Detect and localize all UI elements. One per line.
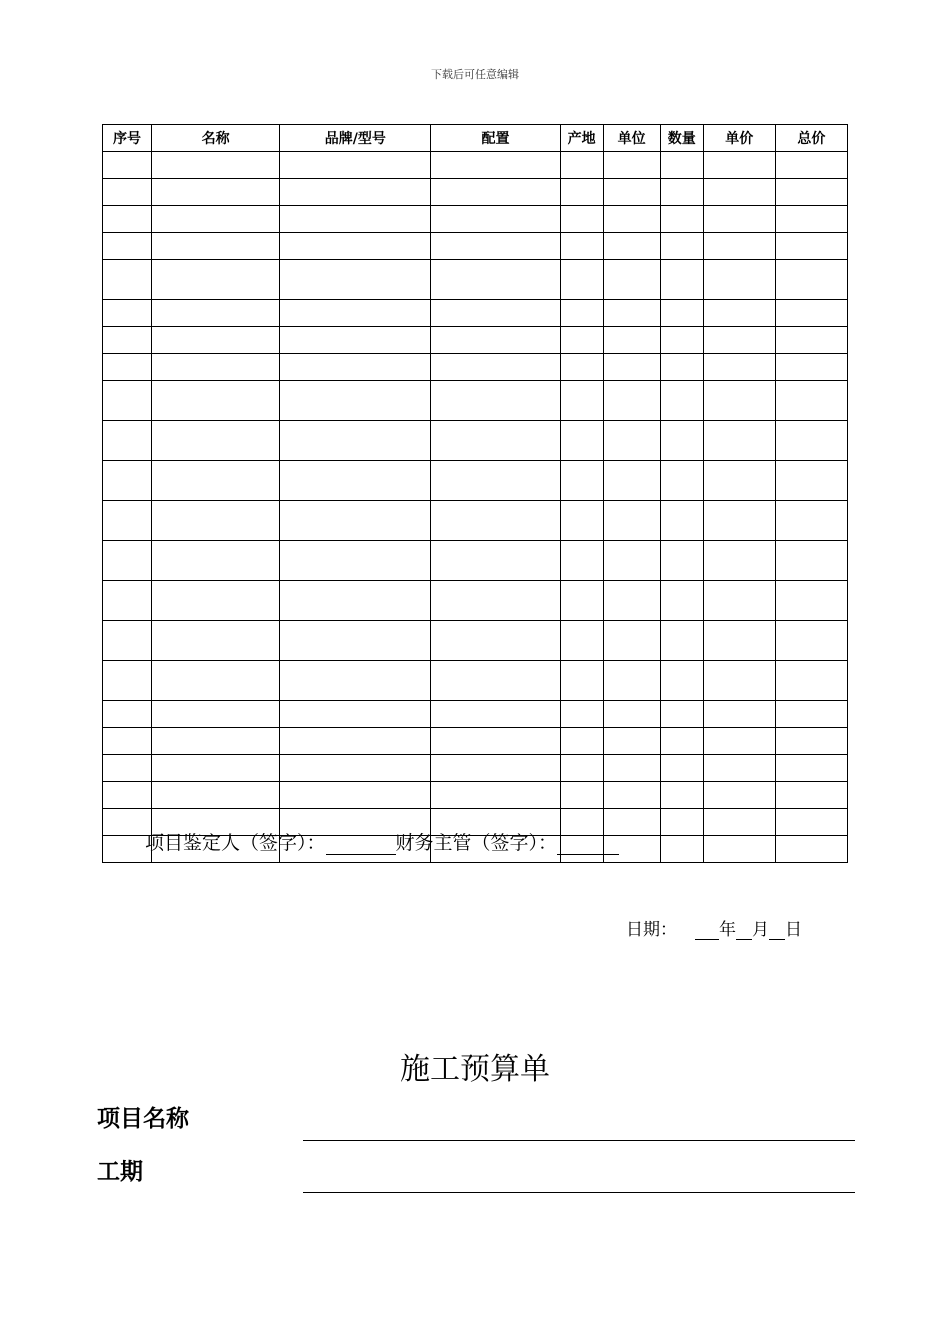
table-cell[interactable] (660, 782, 703, 809)
column-header-index: 序号 (103, 125, 152, 152)
table-cell[interactable] (431, 661, 560, 701)
table-row (103, 152, 848, 179)
table-cell[interactable] (703, 755, 775, 782)
table-row (103, 260, 848, 300)
table-cell[interactable] (703, 621, 775, 661)
table-cell[interactable] (775, 701, 847, 728)
table-cell[interactable] (660, 354, 703, 381)
table-cell[interactable] (775, 206, 847, 233)
table-cell[interactable] (660, 621, 703, 661)
table-row (103, 755, 848, 782)
table-cell[interactable] (660, 381, 703, 421)
table-cell[interactable] (152, 461, 280, 501)
table-cell[interactable] (660, 260, 703, 300)
table-cell[interactable] (775, 621, 847, 661)
table-cell[interactable] (703, 501, 775, 541)
budget-table (102, 124, 848, 863)
table-cell[interactable] (431, 260, 560, 300)
table-cell[interactable] (660, 461, 703, 501)
table-cell[interactable] (660, 300, 703, 327)
table-cell[interactable] (152, 755, 280, 782)
table-cell[interactable] (280, 260, 431, 300)
table-cell[interactable] (560, 381, 603, 421)
table-cell[interactable] (660, 581, 703, 621)
table-row (103, 327, 848, 354)
table-cell[interactable] (152, 354, 280, 381)
table-cell[interactable] (775, 836, 847, 863)
table-cell[interactable] (603, 755, 660, 782)
table-cell[interactable] (560, 354, 603, 381)
table-cell[interactable] (660, 421, 703, 461)
table-cell[interactable] (560, 755, 603, 782)
signature-line (145, 828, 619, 855)
table-cell[interactable] (775, 233, 847, 260)
table-cell[interactable] (603, 461, 660, 501)
table-row (103, 461, 848, 501)
table-cell[interactable] (775, 755, 847, 782)
table-cell[interactable] (103, 421, 152, 461)
table-cell[interactable] (703, 300, 775, 327)
table-cell[interactable] (660, 179, 703, 206)
table-cell[interactable] (703, 206, 775, 233)
table-cell[interactable] (660, 327, 703, 354)
table-cell[interactable] (280, 755, 431, 782)
table-cell[interactable] (431, 755, 560, 782)
table-cell[interactable] (152, 782, 280, 809)
table-cell[interactable] (560, 782, 603, 809)
date-line (626, 915, 802, 940)
table-cell[interactable] (660, 701, 703, 728)
table-cell[interactable] (280, 501, 431, 541)
table-cell[interactable] (660, 152, 703, 179)
table-cell[interactable] (431, 461, 560, 501)
table-cell[interactable] (603, 501, 660, 541)
table-cell[interactable] (431, 233, 560, 260)
table-cell[interactable] (603, 327, 660, 354)
table-cell[interactable] (660, 809, 703, 836)
table-cell[interactable] (703, 701, 775, 728)
table-cell[interactable] (431, 541, 560, 581)
table-cell[interactable] (103, 701, 152, 728)
table-cell[interactable] (152, 206, 280, 233)
table-row (103, 621, 848, 661)
table-cell[interactable] (280, 300, 431, 327)
table-cell[interactable] (775, 809, 847, 836)
table-cell[interactable] (152, 421, 280, 461)
table-cell[interactable] (603, 179, 660, 206)
table-cell[interactable] (703, 327, 775, 354)
day-label: 日 (785, 920, 802, 940)
table-row (103, 501, 848, 541)
finance-signature-blank[interactable] (557, 834, 619, 855)
table-cell[interactable] (603, 701, 660, 728)
column-header-unit-price: 单价 (703, 125, 775, 152)
table-header-row (103, 125, 848, 152)
period-line[interactable] (303, 1192, 855, 1193)
table-cell[interactable] (431, 152, 560, 179)
table-cell[interactable] (152, 260, 280, 300)
table-cell[interactable] (560, 541, 603, 581)
column-header-name: 名称 (152, 125, 280, 152)
table-cell[interactable] (103, 621, 152, 661)
table-cell[interactable] (703, 461, 775, 501)
table-row (103, 300, 848, 327)
table-cell[interactable] (431, 327, 560, 354)
table-cell[interactable] (103, 381, 152, 421)
finance-signature-label: 财务主管（签字）： (395, 832, 558, 854)
table-cell[interactable] (280, 541, 431, 581)
table-cell[interactable] (560, 179, 603, 206)
table-cell[interactable] (560, 152, 603, 179)
table-cell[interactable] (103, 461, 152, 501)
table-cell[interactable] (431, 581, 560, 621)
table-cell[interactable] (280, 701, 431, 728)
table-cell[interactable] (103, 782, 152, 809)
table-cell[interactable] (703, 541, 775, 581)
table-cell[interactable] (280, 381, 431, 421)
table-cell[interactable] (775, 782, 847, 809)
table-cell[interactable] (603, 782, 660, 809)
table-cell[interactable] (431, 501, 560, 541)
table-cell[interactable] (103, 233, 152, 260)
table-cell[interactable] (431, 621, 560, 661)
table-cell[interactable] (775, 152, 847, 179)
column-header-quantity: 数量 (660, 125, 703, 152)
table-cell[interactable] (152, 179, 280, 206)
table-cell[interactable] (660, 206, 703, 233)
table-cell[interactable] (560, 233, 603, 260)
table-cell[interactable] (103, 206, 152, 233)
table-cell[interactable] (560, 581, 603, 621)
column-header-total-price: 总价 (775, 125, 847, 152)
table-cell[interactable] (280, 179, 431, 206)
column-header-origin: 产地 (560, 125, 603, 152)
year-blank[interactable] (695, 919, 719, 940)
table-cell[interactable] (703, 260, 775, 300)
table-cell[interactable] (560, 206, 603, 233)
table-cell[interactable] (560, 501, 603, 541)
table-cell[interactable] (280, 728, 431, 755)
table-cell[interactable] (152, 581, 280, 621)
table-cell[interactable] (703, 381, 775, 421)
table-cell[interactable] (560, 661, 603, 701)
table-cell[interactable] (280, 233, 431, 260)
table-cell[interactable] (152, 233, 280, 260)
table-body (103, 152, 848, 863)
table-cell[interactable] (603, 260, 660, 300)
table-cell[interactable] (703, 152, 775, 179)
table-cell[interactable] (703, 581, 775, 621)
table-row (103, 782, 848, 809)
table-cell[interactable] (703, 421, 775, 461)
table-cell[interactable] (775, 260, 847, 300)
table-row (103, 381, 848, 421)
table-cell[interactable] (431, 381, 560, 421)
table-cell[interactable] (775, 728, 847, 755)
table-row (103, 421, 848, 461)
form-title: 施工预算单 (400, 1052, 550, 1087)
table-cell[interactable] (775, 501, 847, 541)
table-cell[interactable] (703, 661, 775, 701)
table-cell[interactable] (431, 701, 560, 728)
table-cell[interactable] (152, 701, 280, 728)
table-cell[interactable] (703, 179, 775, 206)
table-cell[interactable] (431, 782, 560, 809)
table-cell[interactable] (775, 461, 847, 501)
table-cell[interactable] (103, 581, 152, 621)
table-cell[interactable] (152, 728, 280, 755)
table-cell[interactable] (103, 501, 152, 541)
table-cell[interactable] (603, 300, 660, 327)
table-cell[interactable] (660, 233, 703, 260)
table-cell[interactable] (703, 836, 775, 863)
table-row (103, 206, 848, 233)
table-cell[interactable] (775, 421, 847, 461)
table-row (103, 354, 848, 381)
table-cell[interactable] (431, 179, 560, 206)
table-cell[interactable] (603, 621, 660, 661)
table-cell[interactable] (103, 728, 152, 755)
table-row (103, 661, 848, 701)
table-cell[interactable] (703, 728, 775, 755)
column-header-unit: 单位 (603, 125, 660, 152)
table-cell[interactable] (103, 661, 152, 701)
table-cell[interactable] (152, 541, 280, 581)
table-cell[interactable] (280, 152, 431, 179)
table-cell[interactable] (560, 300, 603, 327)
table-cell[interactable] (775, 179, 847, 206)
table-cell[interactable] (660, 755, 703, 782)
table-cell[interactable] (280, 421, 431, 461)
table-cell[interactable] (603, 421, 660, 461)
table-cell[interactable] (431, 728, 560, 755)
table-cell[interactable] (152, 300, 280, 327)
table-cell[interactable] (431, 421, 560, 461)
table-cell[interactable] (431, 354, 560, 381)
table-cell[interactable] (775, 381, 847, 421)
table-cell[interactable] (660, 661, 703, 701)
table-cell[interactable] (103, 152, 152, 179)
year-label: 年 (719, 920, 736, 940)
table-cell[interactable] (280, 461, 431, 501)
table-cell[interactable] (703, 233, 775, 260)
table-cell[interactable] (603, 581, 660, 621)
column-header-brand-model: 品牌/型号 (280, 125, 431, 152)
table-cell[interactable] (560, 461, 603, 501)
table-cell[interactable] (280, 327, 431, 354)
table-cell[interactable] (775, 300, 847, 327)
table-cell[interactable] (660, 836, 703, 863)
table-cell[interactable] (703, 354, 775, 381)
table-cell[interactable] (152, 152, 280, 179)
table-cell[interactable] (280, 621, 431, 661)
column-header-configuration: 配置 (431, 125, 560, 152)
day-blank[interactable] (769, 919, 785, 940)
period-label: 工期 (97, 1159, 143, 1185)
table-cell[interactable] (103, 354, 152, 381)
table-cell[interactable] (103, 755, 152, 782)
table-cell[interactable] (660, 728, 703, 755)
table-cell[interactable] (775, 541, 847, 581)
table-cell[interactable] (280, 661, 431, 701)
table-cell[interactable] (280, 581, 431, 621)
table-cell[interactable] (103, 260, 152, 300)
table-cell[interactable] (431, 300, 560, 327)
table-cell[interactable] (152, 381, 280, 421)
table-cell[interactable] (103, 179, 152, 206)
project-name-line[interactable] (303, 1140, 855, 1141)
table-cell[interactable] (152, 501, 280, 541)
table-cell[interactable] (152, 621, 280, 661)
table-cell[interactable] (603, 661, 660, 701)
table-cell[interactable] (660, 541, 703, 581)
table-cell[interactable] (560, 728, 603, 755)
table-cell[interactable] (560, 701, 603, 728)
table-cell[interactable] (775, 354, 847, 381)
month-blank[interactable] (736, 919, 752, 940)
table-cell[interactable] (603, 206, 660, 233)
table-cell[interactable] (603, 381, 660, 421)
table-cell[interactable] (103, 327, 152, 354)
table-cell[interactable] (603, 354, 660, 381)
table-cell[interactable] (103, 300, 152, 327)
table-cell[interactable] (560, 260, 603, 300)
table-cell[interactable] (603, 541, 660, 581)
table-cell[interactable] (603, 728, 660, 755)
table-row (103, 581, 848, 621)
table-cell[interactable] (703, 782, 775, 809)
table-cell[interactable] (603, 233, 660, 260)
date-label: 日期： (626, 920, 677, 940)
table-cell[interactable] (280, 206, 431, 233)
table-row (103, 728, 848, 755)
table-row (103, 233, 848, 260)
table-cell[interactable] (431, 206, 560, 233)
table-cell[interactable] (103, 541, 152, 581)
table-cell[interactable] (560, 621, 603, 661)
appraiser-signature-label: 项目鉴定人（签字）： (145, 832, 326, 854)
table-cell[interactable] (775, 581, 847, 621)
month-label: 月 (752, 920, 769, 940)
table-row (103, 179, 848, 206)
table-cell[interactable] (660, 501, 703, 541)
table-cell[interactable] (560, 327, 603, 354)
table-cell[interactable] (775, 661, 847, 701)
table-cell[interactable] (560, 421, 603, 461)
project-name-label: 项目名称 (97, 1106, 189, 1132)
table-cell[interactable] (280, 354, 431, 381)
appraiser-signature-blank[interactable] (326, 834, 396, 855)
table-cell[interactable] (152, 661, 280, 701)
table-cell[interactable] (603, 152, 660, 179)
table-cell[interactable] (775, 327, 847, 354)
table-cell[interactable] (152, 327, 280, 354)
header-note: 下载后可任意编辑 (431, 68, 519, 81)
table-row (103, 541, 848, 581)
table-cell[interactable] (280, 782, 431, 809)
table-row (103, 701, 848, 728)
table-cell[interactable] (703, 809, 775, 836)
